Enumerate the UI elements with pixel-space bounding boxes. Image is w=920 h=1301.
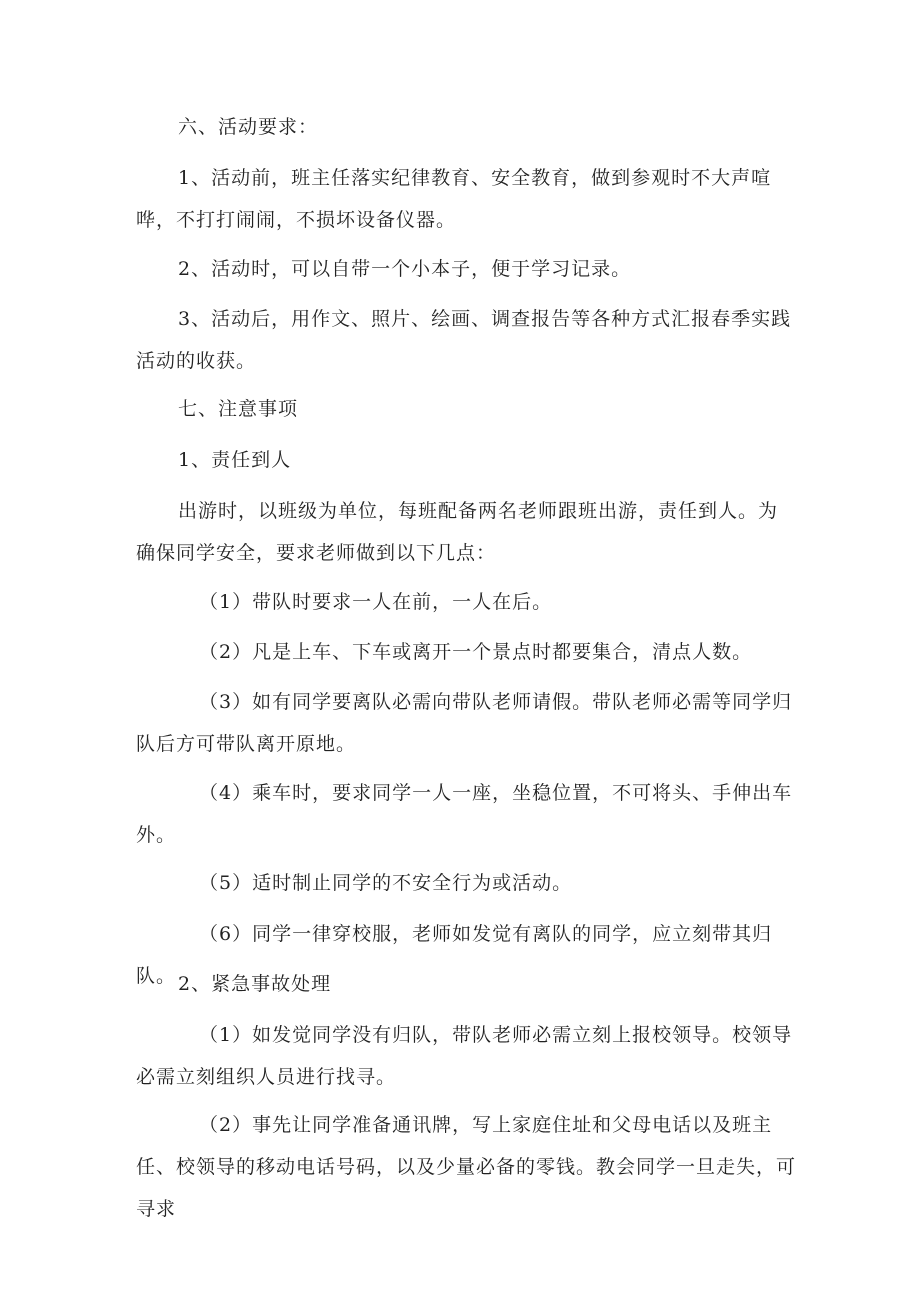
section-heading-activity-requirements: 六、活动要求： (178, 116, 319, 138)
paragraph-before-activity: 1、活动前，班主任落实纪律教育、安全教育，做到参观时不大声喧哗，不打打闹闹，不损坏设备仪器。 (136, 167, 772, 231)
paragraph-after-activity: 3、活动后，用作文、照片、绘画、调查报告等各种方式汇报春季实践活动的收获。 (136, 308, 792, 372)
list-item-5: （5）适时制止同学的不安全行为或活动。 (199, 872, 573, 894)
emergency-item-1: （1）如发觉同学没有归队，带队老师必需立刻上报校领导。校领导必需立刻组织人员进行找寻。 (136, 1024, 793, 1088)
subheading-responsibility: 1、责任到人 (178, 449, 292, 471)
list-item-2: （2）凡是上车、下车或离开一个景点时都要集合，清点人数。 (199, 641, 753, 663)
list-item-1: （1）带队时要求一人在前，一人在后。 (199, 591, 553, 613)
subheading-emergency: 2、紧急事故处理 (178, 973, 332, 995)
emergency-item-2: （2）事先让同学准备通讯牌，写上家庭住址和父母电话以及班主任、校领导的移动电话号码，以及少量必备的零钱。教会同学一旦走失，可寻求 (136, 1114, 797, 1220)
section-heading-precautions: 七、注意事项 (178, 398, 299, 420)
list-item-3: （3）如有同学要离队必需向带队老师请假。带队老师必需等同学归队后方可带队离开原地。 (136, 691, 793, 755)
paragraph-outing: 出游时，以班级为单位，每班配备两名老师跟班出游，责任到人。为确保同学安全，要求老师做到以下几点： (136, 500, 779, 564)
paragraph-during-activity: 2、活动时，可以自带一个小本子，便于学习记录。 (178, 258, 632, 280)
list-item-4: （4）乘车时，要求同学一人一座，坐稳位置，不可将头、手伸出车外。 (136, 782, 793, 846)
list-item-6: （6）同学一律穿校服，老师如发觉有离队的同学，应立刻带其归队。 (136, 923, 773, 987)
